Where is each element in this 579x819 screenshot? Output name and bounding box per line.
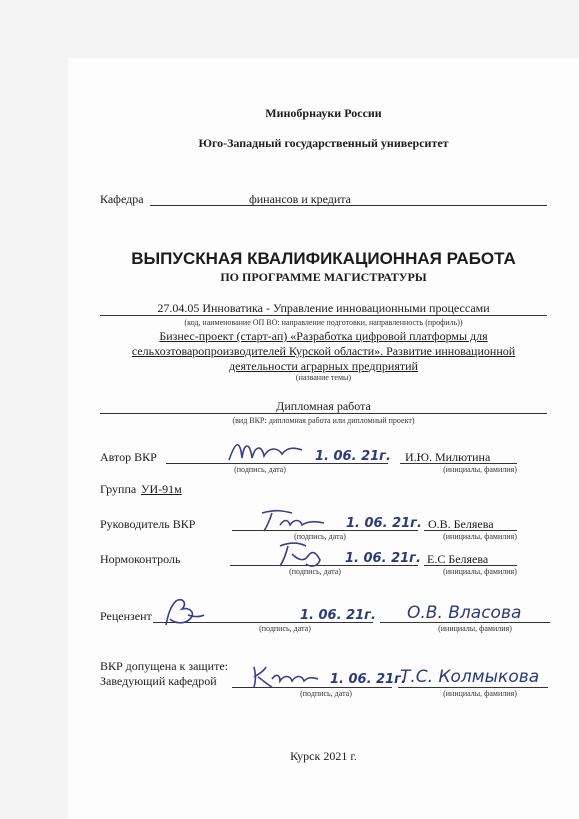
document-subtitle: ПО ПРОГРАММЕ МАГИСТРАТУРЫ [220,270,427,284]
topic-line-3: деятельности аграрных предприятий [229,359,418,373]
author-label: Автор ВКР [100,450,157,464]
admission-line: ВКР допущена к защите: [100,659,228,673]
scan-margin-left [0,0,68,819]
head-of-department-label: Заведующий кафедрой [100,674,217,688]
normcontrol-name-caption: (инициалы, фамилия) [443,567,517,576]
topic-caption: (название темы) [295,373,352,382]
head-signature [250,663,320,689]
reviewer-name: О.В. Власова [407,603,522,623]
reviewer-label: Рецензент [100,609,152,623]
department-value: финансов и кредита [248,192,352,206]
normcontrol-date: 1. 06. 21г. [345,551,421,566]
document-title: ВЫПУСКНАЯ КВАЛИФИКАЦИОННАЯ РАБОТА [131,249,516,268]
reviewer-sign-caption: (подпись, дата) [259,624,311,633]
city-year: Курск 2021 г. [290,749,357,763]
topic-line-1: Бизнес-проект (старт-ап) «Разработка цифровой платформы для [159,329,488,343]
author-signature [226,438,306,466]
normcontrol-sign-caption: (подпись, дата) [289,567,341,576]
supervisor-name: О.В. Беляева [428,517,494,531]
supervisor-signature [258,507,328,533]
program-caption: (код, наименование ОП ВО: направление подготовки, направленность (профиль)) [184,318,463,327]
ministry-line: Минобрнауки России [265,106,382,120]
supervisor-sign-caption: (подпись, дата) [294,532,346,541]
supervisor-date: 1. 06. 21г. [346,516,422,531]
document-sheet [68,58,579,819]
head-name-underline [398,687,548,688]
head-date: 1. 06. 21г. [330,672,406,687]
head-sign-caption: (подпись, дата) [300,689,352,698]
normcontrol-signature [276,540,326,570]
reviewer-signature [160,597,206,629]
normcontrol-label: Нормоконтроль [100,552,181,566]
author-name-caption: (инициалы, фамилия) [443,465,517,474]
university-line: Юго-Западный государственный университет [198,136,449,150]
topic-line-2: сельхозтоваропроизводителей Курской области». Развитие инновационной [131,344,516,358]
group-label: Группа [100,482,137,496]
department-label: Кафедра [100,192,144,206]
program-value: 27.04.05 Инноватика - Управление инновационными процессами [157,301,490,315]
author-sign-caption: (подпись, дата) [234,465,286,474]
supervisor-name-caption: (инициалы, фамилия) [443,532,517,541]
scan-margin-top [0,0,579,58]
group-value: УИ-91м [141,482,182,496]
head-name-caption: (инициалы, фамилия) [443,689,517,698]
head-name: Т.С. Колмыкова [400,667,540,687]
reviewer-name-caption: (инициалы, фамилия) [438,624,512,633]
normcontrol-name: Е.С Беляева [427,552,489,566]
work-type-value: Дипломная работа [276,399,371,413]
work-type-caption: (вид ВКР: дипломная работа или дипломный проект) [232,416,415,425]
supervisor-label: Руководитель ВКР [100,517,196,531]
reviewer-date: 1. 06. 21г. [300,608,376,623]
author-name: И.Ю. Милютина [405,450,491,464]
author-date: 1. 06. 21г. [315,449,391,464]
